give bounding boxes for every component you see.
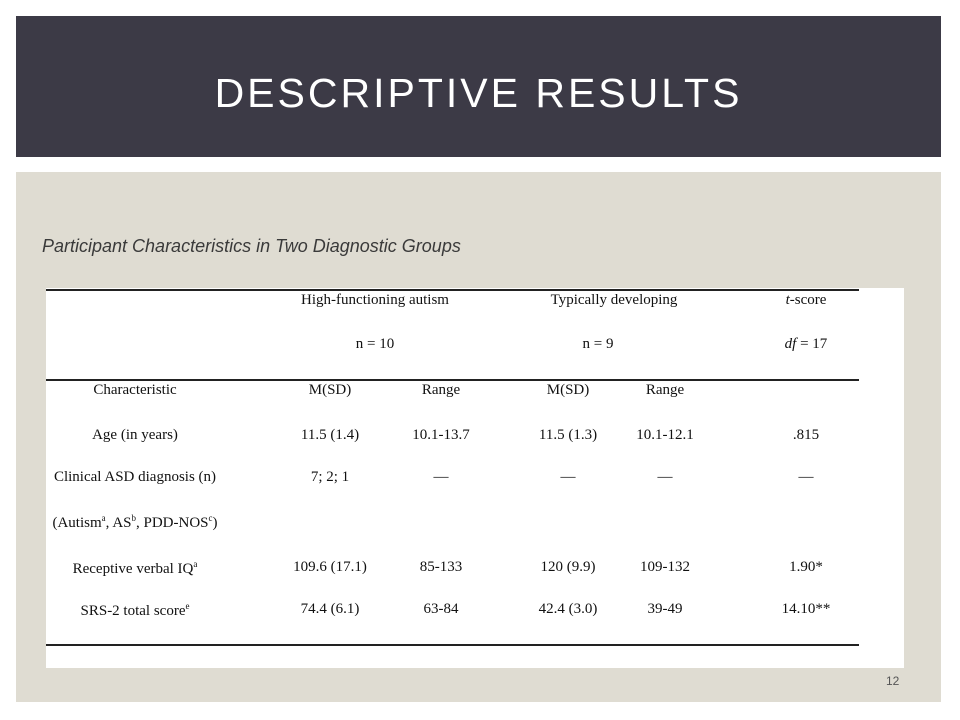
group-td-n: n = 9	[582, 336, 614, 352]
col-hfa-range: Range	[421, 382, 461, 398]
table-caption: Participant Characteristics in Two Diagnostic Groups	[42, 236, 461, 256]
cell-iq-td-msd: 120 (9.9)	[540, 559, 596, 575]
col-hfa-msd: M(SD)	[308, 382, 352, 398]
row-label-verbal-iq: Receptive verbal $IQ^a$	[72, 559, 198, 577]
col-td-msd: M(SD)	[546, 382, 590, 398]
cell-asd-hfa-msd: 7; 2; 1	[310, 469, 350, 485]
slide-title: DESCRIPTIVE RESULTS	[214, 70, 743, 116]
group-hfa-header: High-functioning autism	[301, 292, 449, 308]
table-bottom-rule	[46, 644, 859, 646]
row-label-srs2: SRS-2 total score$^e$	[80, 601, 190, 619]
cell-iq-hfa-msd: 109.6 (17.1)	[293, 559, 367, 575]
table-header-rule	[46, 379, 859, 381]
page-number: 12	[886, 674, 900, 688]
t-score-header: t-score	[785, 292, 827, 308]
cell-asd-td-range: —	[657, 469, 673, 485]
cell-asd-t: —	[798, 469, 814, 485]
table-top-rule	[46, 289, 859, 291]
col-td-range: Range	[645, 382, 685, 398]
cell-age-hfa-range: 10.1-13.7	[412, 427, 470, 443]
cell-age-hfa-msd: 11.5 (1.4)	[300, 427, 360, 443]
cell-age-td-range: 10.1-12.1	[636, 427, 694, 443]
col-characteristic: Characteristic	[93, 382, 177, 398]
group-td-header: Typically developing	[550, 292, 678, 308]
cell-srs-hfa-range: 63-84	[423, 601, 459, 617]
cell-iq-hfa-range: 85-133	[419, 559, 463, 575]
slide-header	[16, 16, 941, 157]
df-header: df = 17	[784, 336, 828, 352]
cell-iq-t: 1.90*	[789, 559, 823, 575]
group-hfa-n: n = 10	[355, 336, 395, 352]
characteristics-table	[46, 288, 904, 668]
row-label-age: Age (in years)	[92, 427, 178, 443]
cell-srs-td-range: 39-49	[647, 601, 683, 617]
cell-asd-td-msd: —	[560, 469, 576, 485]
cell-asd-hfa-range: —	[433, 469, 449, 485]
cell-iq-td-range: 109-132	[640, 559, 690, 575]
cell-srs-td-msd: 42.4 (3.0)	[538, 601, 598, 617]
cell-age-t: .815	[792, 427, 820, 443]
cell-srs-t: 14.10**	[781, 601, 831, 617]
cell-age-td-msd: 11.5 (1.3)	[538, 427, 598, 443]
cell-srs-hfa-msd: 74.4 (6.1)	[300, 601, 360, 617]
row-label-diagnosis-breakdown: (Autism$^a$, $AS^b$, PDD-NOS$^c$)	[52, 513, 218, 531]
row-label-asd-diagnosis: Clinical ASD diagnosis (n)	[53, 469, 217, 485]
